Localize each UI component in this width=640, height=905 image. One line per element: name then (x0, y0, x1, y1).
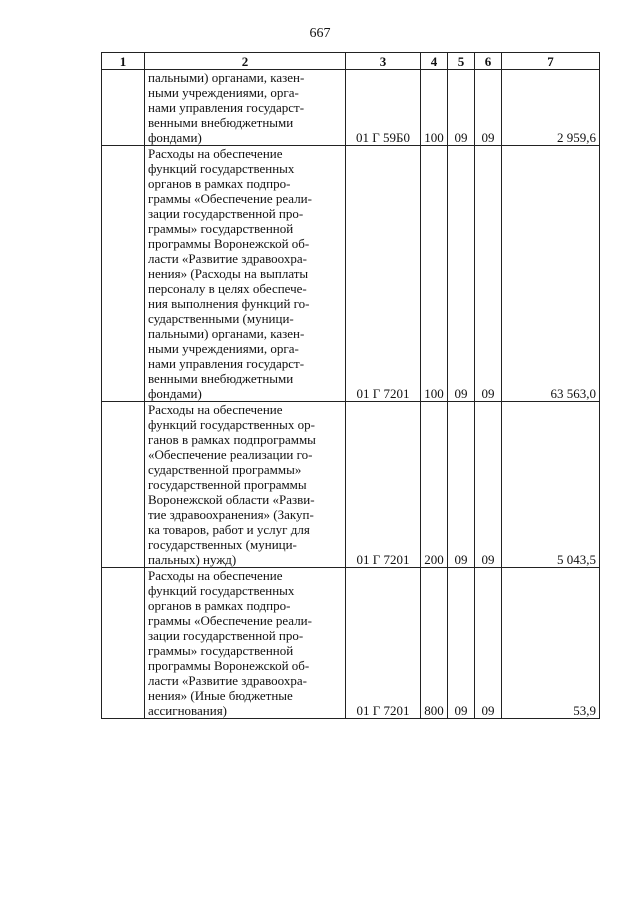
row-number-cell (102, 568, 145, 719)
description-line: персоналу в целях обеспече- (148, 281, 307, 296)
header-col-2: 2 (145, 53, 346, 70)
description-line: зации государственной про- (148, 628, 304, 643)
table-row (102, 70, 600, 146)
description-line: функций государственных ор- (148, 417, 316, 432)
expense-type-cell: 800 (421, 568, 448, 719)
description-line: функций государственных (148, 583, 295, 598)
description-line: ными учреждениями, орга- (148, 85, 299, 100)
description-line: ганов в рамках подпрограммы (148, 432, 316, 447)
description-line: Расходы на обеспечение (148, 568, 283, 583)
description-line: ния выполнения функций го- (148, 296, 310, 311)
description-line: граммы «Обеспечение реали- (148, 613, 312, 628)
description-line: государственной программы (148, 477, 307, 492)
header-col-4: 4 (421, 53, 448, 70)
description-line: фондами) (148, 130, 202, 145)
description-line: функций государственных (148, 161, 295, 176)
description-line: Расходы на обеспечение (148, 402, 283, 417)
page-number: 667 (309, 26, 331, 41)
table-row (102, 568, 600, 719)
section-cell: 09 (448, 568, 475, 719)
description-line: зации государственной про- (148, 206, 304, 221)
description-line: граммы «Обеспечение реали- (148, 191, 312, 206)
row-number-cell (102, 402, 145, 568)
header-col-5: 5 (448, 53, 475, 70)
description-line: нения» (Иные бюджетные (148, 688, 293, 703)
description-line: ными учреждениями, орга- (148, 341, 299, 356)
expense-description-cell (145, 70, 346, 146)
description-line: органов в рамках подпро- (148, 598, 291, 613)
description-line: граммы» государственной (148, 643, 294, 658)
amount-cell: 63 563,0 (502, 146, 600, 402)
header-col-6: 6 (475, 53, 502, 70)
subsection-cell: 09 (475, 402, 502, 568)
description-line: ласти «Развитие здравоохра- (148, 251, 307, 266)
description-line: нами управления государст- (148, 100, 305, 115)
description-line: ка товаров, работ и услуг для (148, 522, 310, 537)
subsection-cell: 09 (475, 146, 502, 402)
description-line: органов в рамках подпро- (148, 176, 291, 191)
description-line: нения» (Расходы на выплаты (148, 266, 309, 281)
description-line: венными внебюджетными (148, 371, 294, 386)
description-line: сударственной программы» (148, 462, 302, 477)
description-line: программы Воронежской об- (148, 236, 310, 251)
description-line: сударственными (муници- (148, 311, 294, 326)
table-row (102, 402, 600, 568)
table-row (102, 146, 600, 402)
amount-cell: 53,9 (502, 568, 600, 719)
section-cell: 09 (448, 70, 475, 146)
target-article-code-cell: 01 Г 7201 (346, 402, 421, 568)
row-number-cell (102, 70, 145, 146)
subsection-cell: 09 (475, 568, 502, 719)
description-line: тие здравоохранения» (Закуп- (148, 507, 314, 522)
description-line: Расходы на обеспечение (148, 146, 283, 161)
description-line: нами управления государст- (148, 356, 305, 371)
header-col-3: 3 (346, 53, 421, 70)
target-article-code-cell: 01 Г 7201 (346, 568, 421, 719)
header-col-1: 1 (102, 53, 145, 70)
description-line: пальными) органами, казен- (148, 326, 305, 341)
description-line: ассигнования) (148, 703, 228, 718)
amount-cell: 2 959,6 (502, 70, 600, 146)
target-article-code-cell: 01 Г 7201 (346, 146, 421, 402)
description-line: государственных (муници- (148, 537, 297, 552)
description-line: программы Воронежской об- (148, 658, 310, 673)
subsection-cell: 09 (475, 70, 502, 146)
table-header-row (102, 53, 600, 70)
description-line: фондами) (148, 386, 202, 401)
description-line: «Обеспечение реализации го- (148, 447, 313, 462)
expense-description-cell (145, 146, 346, 402)
expense-type-cell: 200 (421, 402, 448, 568)
row-number-cell (102, 146, 145, 402)
description-line: венными внебюджетными (148, 115, 294, 130)
expense-description-cell (145, 402, 346, 568)
description-line: граммы» государственной (148, 221, 294, 236)
expense-type-cell: 100 (421, 70, 448, 146)
expense-type-cell: 100 (421, 146, 448, 402)
section-cell: 09 (448, 146, 475, 402)
description-line: пальными) органами, казен- (148, 70, 305, 85)
target-article-code-cell: 01 Г 59Б0 (346, 70, 421, 146)
description-line: Воронежской области «Разви- (148, 492, 315, 507)
description-line: пальных) нужд) (148, 552, 237, 567)
section-cell: 09 (448, 402, 475, 568)
expense-description-cell (145, 568, 346, 719)
amount-cell: 5 043,5 (502, 402, 600, 568)
description-line: ласти «Развитие здравоохра- (148, 673, 307, 688)
budget-table (101, 52, 600, 719)
header-col-7: 7 (502, 53, 600, 70)
